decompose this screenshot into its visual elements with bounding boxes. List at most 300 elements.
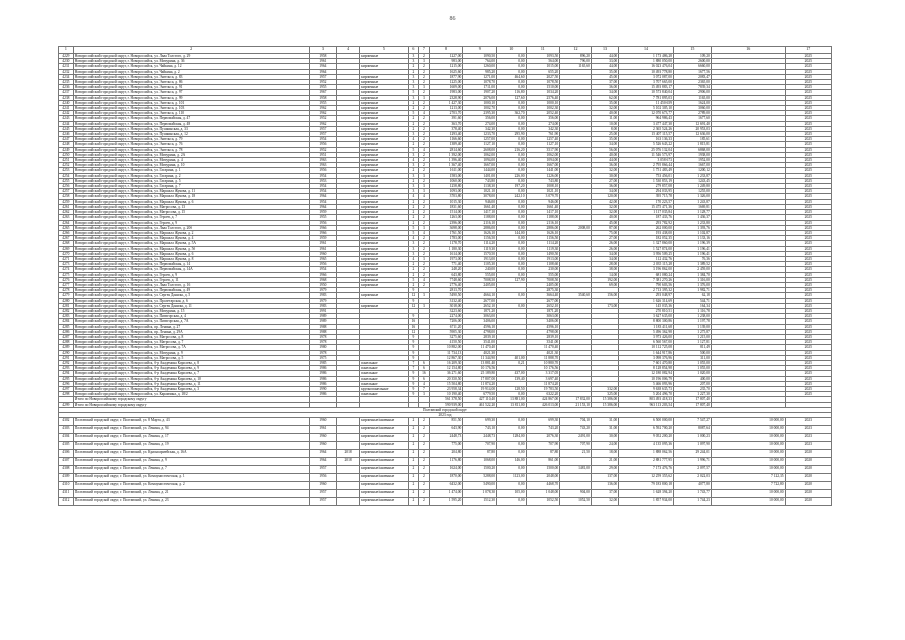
table-cell: 707,90 — [560, 442, 592, 450]
table-cell: 45,00 — [591, 74, 618, 79]
table-body-summary — [59, 397, 832, 407]
table-cell: 1512,30 — [463, 498, 497, 506]
table-cell: 6 560 567,00 — [619, 340, 674, 345]
table-cell: 4276 — [59, 277, 74, 282]
table-cell: 2025 — [785, 314, 831, 319]
table-cell: 1967 — [309, 90, 336, 95]
table-cell: 3 — [408, 54, 419, 59]
table-cell: 7008,50 — [463, 277, 497, 282]
table-cell: 2 — [419, 132, 430, 137]
table-cell: 1 197,78 — [673, 319, 711, 324]
table-cell: 2052,40 — [526, 111, 560, 116]
table-cell: 2 — [408, 199, 419, 204]
table-cell: 2 — [419, 267, 430, 272]
table-cell: 4 — [419, 111, 430, 116]
table-cell: 2 — [408, 282, 419, 287]
table-cell: 1624,00 — [429, 466, 463, 474]
table-cell: 4237 — [59, 90, 74, 95]
table-cell: 3 317,05 — [526, 371, 560, 376]
table-cell: 34,00 — [591, 256, 618, 261]
table-cell: 1958 — [309, 95, 336, 100]
table-cell: крупнопанельные — [360, 387, 408, 392]
table-cell: 2025 — [785, 85, 831, 90]
table-cell: 1094,00 — [526, 158, 560, 163]
table-cell: 1957 — [309, 74, 336, 79]
table-cell: 2025 — [785, 152, 831, 157]
table-cell: 10 000,00 — [711, 458, 785, 466]
table-cell: 1677,60 — [673, 116, 711, 121]
table-cell: 1961 — [309, 59, 336, 64]
table-cell: 1 275,87 — [673, 329, 711, 334]
table-cell: 1960 — [309, 251, 336, 256]
table-cell: кирпичные — [360, 100, 408, 105]
table-cell: 3 — [408, 246, 419, 251]
table-cell: 2018 — [337, 450, 360, 458]
table-cell: 1 128,77 — [673, 210, 711, 215]
table-cell: 7 781 895,03 — [619, 95, 674, 100]
table-cell: 2906,00 — [673, 90, 711, 95]
table-cell: 3 697,40 — [526, 376, 560, 381]
table-cell: 5 496 362,98 — [619, 329, 674, 334]
table-cell: 904,00 — [560, 490, 592, 498]
table-cell: 1913,00 — [463, 256, 497, 261]
table-cell: 4150,50 — [429, 340, 463, 345]
table-cell: 811,49 — [673, 345, 711, 350]
table-cell: кирпичные/каменные — [360, 458, 408, 466]
table-cell: 2365,00 — [673, 80, 711, 85]
table-cell: 2 — [419, 490, 430, 498]
table-cell: 15 386,00 — [591, 402, 618, 407]
table-cell: 4295 — [59, 376, 74, 381]
table-cell: 0,00 — [497, 142, 526, 147]
table-cell: 1 326,00 — [673, 194, 711, 199]
table-cell: 681 080,24 — [619, 272, 674, 277]
table-cell: 1052,50 — [560, 498, 592, 506]
table-cell: 2025 — [785, 137, 831, 142]
table-cell: 1954 — [309, 173, 336, 178]
table-cell: 10 880,70 — [526, 360, 560, 365]
table-cell: 1954 — [309, 184, 336, 189]
table-cell: 12 — [408, 329, 419, 334]
table-cell: 4 — [419, 230, 430, 235]
table-cell: 11 874,20 — [526, 381, 560, 386]
table-cell — [337, 434, 360, 442]
table-cell: 427 110,40 — [463, 397, 497, 402]
table-cell: 3063,00 — [526, 314, 560, 319]
table-cell: 11,00 — [591, 116, 618, 121]
table-cell: 36,00 — [591, 184, 618, 189]
table-cell: кирпичные — [360, 220, 408, 225]
table-cell: 0,00 — [497, 59, 526, 64]
table-cell: 1955 — [309, 215, 336, 220]
table-cell: 16 — [419, 371, 430, 376]
table-cell: 79 183 800,18 — [619, 482, 674, 490]
table-cell: 1 020,00 — [673, 371, 711, 376]
table-cell: кирпичные — [360, 173, 408, 178]
table-cell: 1 327 860,00 — [619, 241, 674, 246]
table-cell: 11 874,20 — [463, 381, 497, 386]
table-cell: 75,00 — [591, 230, 618, 235]
table-cell: 10 000,00 — [711, 426, 785, 434]
table-cell: 2 795 866,44 — [619, 163, 674, 168]
table-cell: 2 — [408, 482, 419, 490]
table-cell: 1986 — [309, 381, 336, 386]
table-cell: 12 180 082,94 — [619, 371, 674, 376]
table-cell: 5 102 305,10 — [619, 106, 674, 111]
table-cell: 2025 — [785, 267, 831, 272]
table-cell: кирпичные — [360, 142, 408, 147]
table-cell: 3 098 376,96 — [619, 355, 674, 360]
table-cell: 4 — [408, 236, 419, 241]
table-cell: Новороссийский городской округ, г. Новороссийск, ул. Матросова, д. 8 — [73, 334, 309, 339]
table-cell: 1166,60 — [429, 137, 463, 142]
table-cell: 2025 — [785, 225, 831, 230]
table-cell: 2576,40 — [526, 95, 560, 100]
table-cell: Новороссийский городской округ, г. Новороссийск, ул. Маршала Жукова, д. 6 — [73, 199, 309, 204]
table-cell: 4290 — [59, 350, 74, 355]
column-header: 11 — [526, 47, 560, 54]
table-cell: 240,00 — [463, 267, 497, 272]
table-cell: 743,80 — [526, 178, 560, 183]
table-cell: 4238 — [59, 95, 74, 100]
table-cell: 401,00 — [497, 355, 526, 360]
table-cell: 2 — [419, 262, 430, 267]
table-cell: 2 — [419, 90, 430, 95]
table-cell: 10 000,00 — [711, 466, 785, 474]
table-cell: 4280 — [59, 298, 74, 303]
table-cell: 2020 — [785, 458, 831, 466]
table-row — [59, 490, 832, 498]
table-cell: 3664,40 — [526, 293, 560, 298]
table-cell: 11 344,90 — [463, 355, 497, 360]
table-cell: 4307 — [59, 458, 74, 466]
table-cell: 2025 — [785, 199, 831, 204]
table-cell: панельные — [360, 366, 408, 371]
table-cell: Новороссийский городской округ, г. Новороссийск, ул. Гагарина, д. 5 — [73, 178, 309, 183]
table-cell: 4288 — [59, 340, 74, 345]
table-cell: 7 601 470,80 — [619, 360, 674, 365]
table-cell: 1000,10 — [463, 100, 497, 105]
table-cell: 1 316,00 — [673, 277, 711, 282]
table-cell: 2 — [419, 121, 430, 126]
table-row — [59, 450, 832, 458]
table-cell: 1957 — [309, 132, 336, 137]
column-header: 8 — [429, 47, 463, 54]
table-cell: 2025 — [785, 277, 831, 282]
table-cell: 1225,00 — [429, 80, 463, 85]
table-cell: 2018 — [337, 458, 360, 466]
table-cell: 3 072 087,00 — [619, 74, 674, 79]
table-cell: 10 000,00 — [711, 442, 785, 450]
table-cell: 1 815,81 — [673, 142, 711, 147]
table-cell: 1954 — [309, 267, 336, 272]
table-cell: кирпичные — [360, 64, 408, 69]
table-cell: 1958 — [309, 54, 336, 59]
table-cell: 1271,00 — [463, 74, 497, 79]
table-cell: 7 722,80 — [711, 482, 785, 490]
table-cell: 2 713 395,32 — [619, 288, 674, 293]
table-cell: 1938,00 — [673, 152, 711, 157]
table-cell: 356,00 — [526, 116, 560, 121]
table-cell: 2 — [419, 126, 430, 131]
table-cell: 1 196,41 — [673, 246, 711, 251]
table-cell: Новороссийский городской округ, г. Новороссийск, ул. Маршала Жукова, д. 11 — [73, 189, 309, 194]
table-cell: 1127,10 — [463, 142, 497, 147]
table-cell — [337, 442, 360, 450]
table-cell: 2025 — [785, 256, 831, 261]
table-cell: 3 — [408, 80, 419, 85]
table-cell: 15 493 883,17 — [619, 85, 674, 90]
table-cell: кирпичные/каменные — [360, 498, 408, 506]
table-cell: Новороссийский городской округ, г. Новороссийск, ул. Чайкина, д. 2 — [73, 69, 309, 74]
table-cell: 1983 — [309, 303, 336, 308]
table-cell: 294 033,95 — [619, 189, 674, 194]
table-cell: 0,00 — [497, 241, 526, 246]
table-cell: 2025 — [785, 111, 831, 116]
table-cell: 18,00 — [591, 450, 618, 458]
table-cell: 743,80 — [463, 178, 497, 183]
table-cell: кирпичные — [360, 168, 408, 173]
table-cell: 44,00 — [591, 158, 618, 163]
table-cell: 0,00 — [497, 293, 526, 298]
column-header: 10 — [497, 47, 526, 54]
table-cell: 1625,60 — [429, 69, 463, 74]
table-cell: 2025 — [785, 241, 831, 246]
table-cell: 5490,50 — [429, 293, 463, 298]
table-cell: 356,00 — [463, 116, 497, 121]
table-cell: 25,00 — [591, 132, 618, 137]
table-cell: 1 139,00 — [673, 324, 711, 329]
table-cell: 0,00 — [497, 426, 526, 434]
table-cell: Полтавский городской округ, г. Полтавский, ул. 8 Марта, д. 43 — [73, 418, 309, 426]
table-cell: 170 223,57 — [619, 199, 674, 204]
table-cell: 699,30 — [526, 418, 560, 426]
table-cell: 4299 — [59, 402, 74, 407]
table-cell: 2025 — [785, 204, 831, 209]
table-cell — [560, 474, 592, 482]
table-cell: 2 — [408, 262, 419, 267]
table-cell: 19 914,00 — [463, 387, 497, 392]
table-cell: 1243,45 — [673, 178, 711, 183]
table-cell: Полтавский городской округ, г. Полтавский, ул. Ленина, д. 17 — [73, 434, 309, 442]
table-cell: Новороссийский городской округ, г. Новороссийск, ул. Энгельса, д. 103 — [73, 106, 309, 111]
table-cell: 4242 — [59, 111, 74, 116]
column-header: 17 — [785, 47, 831, 54]
table-cell: 32,00 — [591, 168, 618, 173]
table-cell: 37,00 — [591, 490, 618, 498]
table-cell: 1975 — [309, 355, 336, 360]
table-cell: 4664,10 — [463, 293, 497, 298]
table-cell: 7206,00 — [429, 319, 463, 324]
table-cell: 0,21 — [497, 360, 526, 365]
table-cell: 1514,00 — [429, 210, 463, 215]
table-row — [59, 426, 832, 434]
table-cell: 1956 — [309, 168, 336, 173]
table-cell: 3223,60 — [429, 308, 463, 313]
table-cell: 500,00 — [673, 350, 711, 355]
table-cell: 1510,00 — [526, 85, 560, 90]
table-cell: 1983,00 — [429, 90, 463, 95]
table-cell: 2023 — [785, 418, 831, 426]
table-cell: Новороссийский городской округ, г. Новороссийск, ул. Мичурина, д. 4 — [73, 158, 309, 163]
table-cell: 1979 — [309, 288, 336, 293]
table-cell: 3406,00 — [526, 319, 560, 324]
table-cell: 2025 — [785, 194, 831, 199]
table-cell: 32,00 — [591, 498, 618, 506]
table-cell: кирпичные — [360, 163, 408, 168]
table-cell: 362,70 — [497, 111, 526, 116]
table-cell: 4305 — [59, 442, 74, 450]
table-cell: кирпичные/каменные — [360, 434, 408, 442]
table-cell: 1263,00 — [429, 215, 463, 220]
table-cell: 655,20 — [526, 69, 560, 74]
table-cell: 0,00 — [497, 498, 526, 506]
table-cell: Новороссийский городской округ, г. Новороссийск, ул. Мичурина, д. 15 — [73, 308, 309, 313]
table-cell — [337, 474, 360, 482]
table-cell: 2025 — [785, 376, 831, 381]
table-cell: Новороссийский городской округ, г. Новороссийск, ул. Льва Толстого, д. 16 — [73, 282, 309, 287]
table-cell: 2020 — [785, 490, 831, 498]
table-row — [59, 442, 832, 450]
table-cell: 1156,50 — [463, 236, 497, 241]
table-cell: 7 — [408, 360, 419, 365]
table-cell: 27,00 — [591, 236, 618, 241]
table-cell: 9 — [408, 381, 419, 386]
table-cell: 2 365 524,26 — [619, 126, 674, 131]
table-cell: 2 — [419, 80, 430, 85]
table-cell: 1986 — [309, 371, 336, 376]
table-cell: кирпичные — [360, 158, 408, 163]
table-cell: 1964 — [309, 458, 336, 466]
table-cell: 4256 — [59, 184, 74, 189]
table-cell: 325,00 — [591, 392, 618, 397]
table-cell: 2048,00 — [526, 474, 560, 482]
table-cell: кирпичные — [360, 267, 408, 272]
table-cell: 0,00 — [497, 54, 526, 59]
table-cell: 230,00 — [526, 267, 560, 272]
table-cell: 1959 — [309, 236, 336, 241]
table-cell: 1956 — [309, 220, 336, 225]
table-cell: 9 — [408, 387, 419, 392]
table-cell: 0,00 — [497, 215, 526, 220]
table-cell: 1 249,80 — [673, 184, 711, 189]
table-cell: 3275,60 — [429, 334, 463, 339]
table-cell: 2025 — [785, 345, 831, 350]
table-cell: 4235 — [59, 80, 74, 85]
table-cell: 1951 — [309, 152, 336, 157]
table-cell: Новороссийский городской округ, г. Новороссийск, ул. Льва Толстого, д. 20б — [73, 225, 309, 230]
table-cell: 1293,40 — [429, 132, 463, 137]
table-cell: 5 — [408, 147, 419, 152]
table-cell: 3698,00 — [429, 225, 463, 230]
table-cell: Новороссийский городской округ, г. Новороссийск, ул. Маршала Жукова, д. 18 — [73, 194, 309, 199]
table-cell: Новороссийский городской округ, г. Новороссийск, ул. Энгельса, д. 86 — [73, 80, 309, 85]
table-cell: 1078,70 — [463, 80, 497, 85]
table-cell: 293 048,97 — [619, 293, 674, 298]
table-cell: 12 — [408, 303, 419, 308]
table-cell: 34,00 — [591, 189, 618, 194]
table-cell: 1986 — [309, 366, 336, 371]
table-cell: кирпичные — [360, 126, 408, 131]
table-cell: 1 396,40 — [429, 158, 463, 163]
table-cell: 764,00 — [463, 59, 497, 64]
table-cell: 274,00 — [463, 121, 497, 126]
table-cell: 226,00 — [497, 173, 526, 178]
table-cell: 1015,00 — [526, 64, 560, 69]
table-cell: 544,71 — [673, 298, 711, 303]
table-cell: кирпичные/каменные — [360, 450, 408, 458]
table-cell: 1 376,00 — [673, 282, 711, 287]
table-row — [59, 434, 832, 442]
table-cell: 4245 — [59, 126, 74, 131]
table-cell: 1127,10 — [526, 142, 560, 147]
table-cell: 2 — [408, 69, 419, 74]
table-cell: Новороссийский городской округ, г. Новороссийск, ул. Героев, д. 9 — [73, 220, 309, 225]
table-cell: 2 — [408, 442, 419, 450]
table-cell: 32,00 — [591, 106, 618, 111]
table-cell: 2025 — [785, 126, 831, 131]
table-cell: 707,90 — [526, 442, 560, 450]
table-cell: 743,10 — [463, 426, 497, 434]
table-cell: 25 076 132,04 — [619, 147, 674, 152]
table-cell: Новороссийский городской округ, г. Новороссийск, ул. Мичурина, д. 36 — [73, 59, 309, 64]
table-cell: 4 — [408, 194, 419, 199]
table-cell: 1956 — [309, 474, 336, 482]
table-cell: 2083,47 — [673, 74, 711, 79]
table-body-novorossiysk-part-2 — [59, 126, 832, 397]
table-cell: кирпичные — [360, 111, 408, 116]
table-cell: 2 — [419, 210, 430, 215]
table-cell: Новороссийский городской округ, г. Новороссийск, ул. Энгельса, д. 79 — [73, 137, 309, 142]
table-cell: 1165,00 — [673, 95, 711, 100]
table-cell: 1711,00 — [463, 85, 497, 90]
table-cell: 2025 — [785, 189, 831, 194]
table-cell: 2025 — [785, 293, 831, 298]
table-cell: 3 196 862,00 — [619, 267, 674, 272]
table-cell: 4257 — [59, 189, 74, 194]
table-cell: 1227,00 — [429, 54, 463, 59]
table-cell: 743,20 — [560, 426, 592, 434]
table-cell: 1 392,00 — [429, 152, 463, 157]
table-cell: кирпичные — [360, 147, 408, 152]
table-cell: 2 — [408, 100, 419, 105]
table-cell: 1961 — [309, 246, 336, 251]
table-cell: 1983 — [309, 293, 336, 298]
table-cell: 0,00 — [497, 126, 526, 131]
table-cell: 555,00 — [526, 272, 560, 277]
table-cell: Новороссийский городской округ, г. Новороссийск, ул. Первомайская, д. 48 — [73, 121, 309, 126]
table-cell: 1401,00 — [463, 173, 497, 178]
table-cell: 1985 — [309, 360, 336, 365]
table-cell: Новороссийский городской округ, г. Новороссийск, ул. Героев, д. 11 — [73, 277, 309, 282]
table-cell: 187 433,76 — [619, 215, 674, 220]
table-cell: 128,50 — [497, 387, 526, 392]
table-cell: 69,00 — [591, 282, 618, 287]
table-cell: 3703,80 — [429, 194, 463, 199]
table-cell: 3 477 447,30 — [619, 121, 674, 126]
table-cell: 32,00 — [591, 210, 618, 215]
table-row — [59, 482, 832, 490]
table-cell: кирпичные/каменные — [360, 482, 408, 490]
table-cell: 1 880 050,00 — [619, 59, 674, 64]
table-cell: 127,90 — [497, 277, 526, 282]
table-cell: 1961 — [309, 241, 336, 246]
table-cell: 1 996,71 — [673, 458, 711, 466]
table-cell: 1611,00 — [429, 168, 463, 173]
table-cell: 2 — [419, 474, 430, 482]
table-cell: 2875,30 — [526, 288, 560, 293]
table-cell: 1 744,23 — [673, 498, 711, 506]
